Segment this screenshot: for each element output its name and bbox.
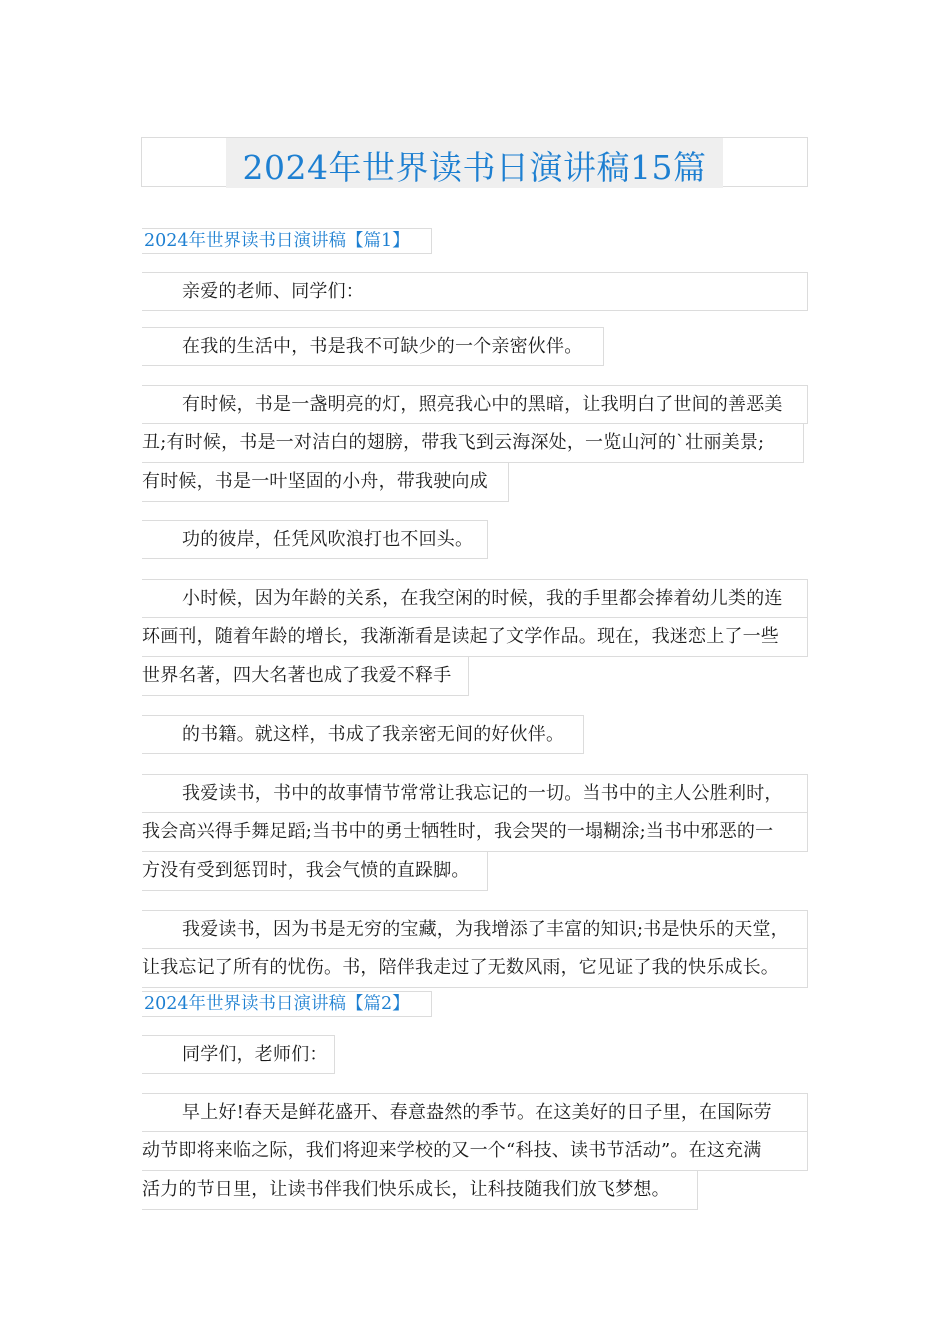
text-line: 亲爱的老师、同学们： xyxy=(142,272,808,311)
paragraph xyxy=(142,715,808,754)
paragraph xyxy=(142,520,808,559)
text-line: 丑;有时候，书是一对洁白的翅膀，带我飞到云海深处，一览山河的`壮丽美景; xyxy=(142,424,804,463)
text-line: 在我的生活中，书是我不可缺少的一个亲密伙伴。 xyxy=(142,327,604,366)
text-line: 动节即将来临之际，我们将迎来学校的又一个“科技、读书节活动”。在这充满 xyxy=(142,1132,808,1171)
text-line: 环画刊，随着年龄的增长，我渐渐看是读起了文学作品。现在，我迷恋上了一些 xyxy=(142,618,808,657)
text-line: 我爱读书，书中的故事情节常常让我忘记的一切。当书中的主人公胜利时， xyxy=(142,774,808,813)
text-line: 的书籍。就这样，书成了我亲密无间的好伙伴。 xyxy=(142,715,584,754)
section-heading-1: 2024年世界读书日演讲稿【篇1】 xyxy=(142,228,432,254)
text-line: 有时候，书是一叶坚固的小舟，带我驶向成 xyxy=(142,463,509,502)
text-line: 早上好!春天是鲜花盛开、春意盎然的季节。在这美好的日子里，在国际劳 xyxy=(142,1093,808,1132)
text-line: 我爱读书，因为书是无穷的宝藏，为我增添了丰富的知识;书是快乐的天堂， xyxy=(142,910,808,949)
text-line: 让我忘记了所有的忧伤。书，陪伴我走过了无数风雨，它见证了我的快乐成长。 xyxy=(142,949,808,988)
paragraph xyxy=(142,774,808,891)
paragraph xyxy=(142,1093,808,1210)
paragraph xyxy=(142,272,808,311)
text-line: 有时候，书是一盏明亮的灯，照亮我心中的黑暗，让我明白了世间的善恶美 xyxy=(142,385,808,424)
paragraph xyxy=(142,327,808,366)
paragraph xyxy=(142,910,808,988)
paragraph xyxy=(142,385,808,502)
text-line: 功的彼岸，任凭风吹浪打也不回头。 xyxy=(142,520,488,559)
text-line: 方没有受到惩罚时，我会气愤的直跺脚。 xyxy=(142,852,488,891)
document-title: 2024年世界读书日演讲稿15篇 xyxy=(242,148,707,187)
text-line: 小时候，因为年龄的关系，在我空闲的时候，我的手里都会捧着幼儿类的连 xyxy=(142,579,808,618)
section-heading-2: 2024年世界读书日演讲稿【篇2】 xyxy=(142,991,432,1017)
paragraph xyxy=(142,579,808,696)
text-line: 我会高兴得手舞足蹈;当书中的勇士牺牲时，我会哭的一塌糊涂;当书中邪恶的一 xyxy=(142,813,808,852)
paragraph xyxy=(142,1035,808,1074)
title-box xyxy=(141,137,808,187)
text-line: 世界名著，四大名著也成了我爱不释手 xyxy=(142,657,469,696)
text-line: 活力的节日里，让读书伴我们快乐成长，让科技随我们放飞梦想。 xyxy=(142,1171,698,1210)
text-line: 同学们，老师们： xyxy=(142,1035,335,1074)
